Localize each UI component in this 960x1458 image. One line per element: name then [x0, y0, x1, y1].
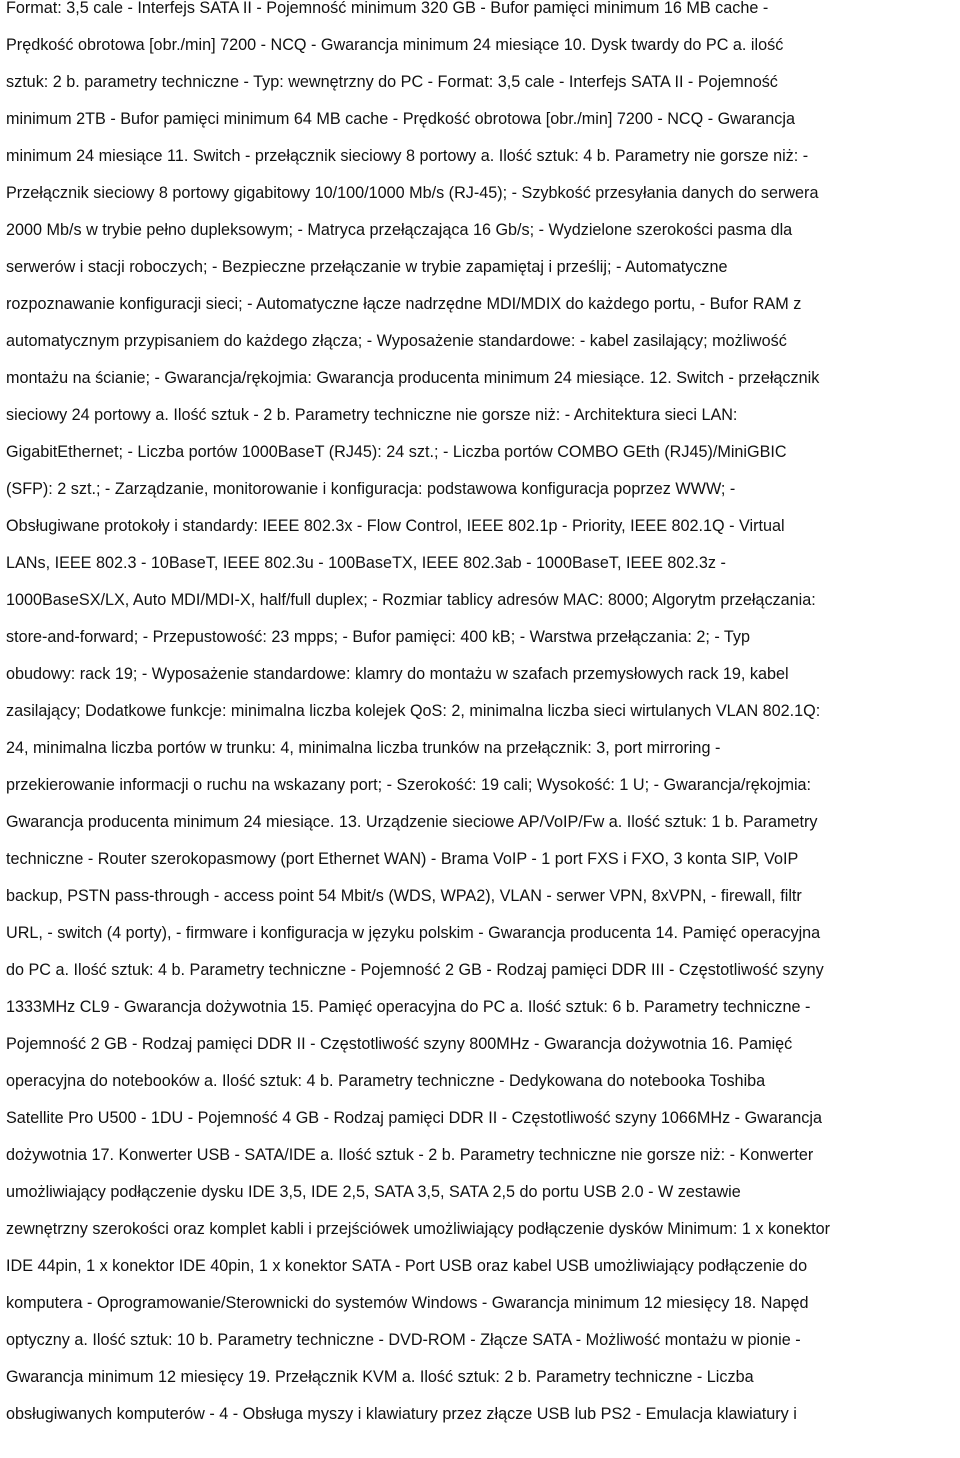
text-line: 2000 Mb/s w trybie pełno dupleksowym; - Matryca przełączająca 16 Gb/s; - Wydzielone szerokości pasma dla: [6, 221, 793, 239]
text-line: montażu na ścianie; - Gwarancja/rękojmia: Gwarancja producenta minimum 24 miesiące. 12. Switch - przełącznik: [6, 369, 820, 387]
text-line: Gwarancja producenta minimum 24 miesiące. 13. Urządzenie sieciowe AP/VoIP/Fw a. Ilość sztuk: 1 b. Parametry: [6, 813, 818, 831]
text-line: sieciowy 24 portowy a. Ilość sztuk - 2 b. Parametry techniczne nie gorsze niż: - Architektura sieci LAN:: [6, 406, 738, 424]
text-line: obudowy: rack 19; - Wyposażenie standardowe: klamry do montażu w szafach przemysłowych rack 19, kabel: [6, 665, 789, 683]
text-line: do PC a. Ilość sztuk: 4 b. Parametry techniczne - Pojemność 2 GB - Rodzaj pamięci DDR III - Częstotliwość szyny: [6, 961, 824, 979]
text-line: Gwarancja minimum 12 miesięcy 19. Przełącznik KVM a. Ilość sztuk: 2 b. Parametry techniczne - Liczba: [6, 1368, 754, 1386]
text-line: Pojemność 2 GB - Rodzaj pamięci DDR II - Częstotliwość szyny 800MHz - Gwarancja dożywotnia 16. Pamięć: [6, 1035, 793, 1053]
text-line: store-and-forward; - Przepustowość: 23 mpps; - Bufor pamięci: 400 kB; - Warstwa przełączania: 2; - Typ: [6, 628, 751, 646]
text-line: LANs, IEEE 802.3 - 10BaseT, IEEE 802.3u - 100BaseTX, IEEE 802.3ab - 1000BaseT, IEEE 802.3z -: [6, 554, 726, 572]
text-line: minimum 24 miesiące 11. Switch - przełącznik sieciowy 8 portowy a. Ilość sztuk: 4 b. Parametry nie gorsze niż: -: [6, 147, 809, 165]
text-line: Prędkość obrotowa [obr./min] 7200 - NCQ - Gwarancja minimum 24 miesiące 10. Dysk twardy do PC a. ilość: [6, 36, 784, 54]
text-line: URL, - switch (4 porty), - firmware i konfiguracja w języku polskim - Gwarancja producenta 14. Pamięć operacyjna: [6, 924, 821, 942]
text-line: Format: 3,5 cale - Interfejs SATA II - Pojemność minimum 320 GB - Bufor pamięci minimum 16 MB cache -: [6, 0, 769, 17]
text-line: automatycznym przypisaniem do każdego złącza; - Wyposażenie standardowe: - kabel zasilający; możliwość: [6, 332, 787, 350]
text-line: IDE 44pin, 1 x konektor IDE 40pin, 1 x konektor SATA - Port USB oraz kabel USB umożliwiający podłączenie do: [6, 1257, 808, 1275]
text-line: backup, PSTN pass-through - access point 54 Mbit/s (WDS, WPA2), VLAN - serwer VPN, 8xVPN, - firewall, filtr: [6, 887, 802, 905]
text-line: optyczny a. Ilość sztuk: 10 b. Parametry techniczne - DVD-ROM - Złącze SATA - Możliwość montażu w pionie -: [6, 1331, 801, 1349]
text-line: Przełącznik sieciowy 8 portowy gigabitowy 10/100/1000 Mb/s (RJ-45); - Szybkość przesyłania danych do serwera: [6, 184, 819, 202]
text-line: GigabitEthernet; - Liczba portów 1000BaseT (RJ45): 24 szt.; - Liczba portów COMBO GEth (RJ45)/MiniGBIC: [6, 443, 787, 461]
text-line: zewnętrzny szerokości oraz komplet kabli i przejściówek umożliwiający podłączenie dysków Minimum: 1 x konektor: [6, 1220, 831, 1238]
text-line: serwerów i stacji roboczych; - Bezpieczne przełączanie w trybie zapamiętaj i prześlij; - Automatyczne: [6, 258, 728, 276]
text-line: komputera - Oprogramowanie/Sterownicki do systemów Windows - Gwarancja minimum 12 miesięcy 18. Napęd: [6, 1294, 809, 1312]
text-line: operacyjna do notebooków a. Ilość sztuk: 4 b. Parametry techniczne - Dedykowana do notebooka Toshiba: [6, 1072, 766, 1090]
text-line: techniczne - Router szerokopasmowy (port Ethernet WAN) - Brama VoIP - 1 port FXS i FXO, 3 konta SIP, VoIP: [6, 850, 799, 868]
text-line: sztuk: 2 b. parametry techniczne - Typ: wewnętrzny do PC - Format: 3,5 cale - Interfejs SATA II - Pojemność: [6, 73, 778, 91]
text-line: 1333MHz CL9 - Gwarancja dożywotnia 15. Pamięć operacyjna do PC a. Ilość sztuk: 6 b. Parametry techniczne -: [6, 998, 811, 1016]
text-line: obsługiwanych komputerów - 4 - Obsługa myszy i klawiatury przez złącze USB lub PS2 - Emulacja klawiatury i: [6, 1405, 797, 1423]
text-line: 1000BaseSX/LX, Auto MDI/MDI-X, half/full duplex; - Rozmiar tablicy adresów MAC: 8000; Algorytm przełączania:: [6, 591, 816, 609]
text-line: (SFP): 2 szt.; - Zarządzanie, monitorowanie i konfiguracja: podstawowa konfiguracja poprzez WWW; -: [6, 480, 736, 498]
text-line: 24, minimalna liczba portów w trunku: 4, minimalna liczba trunków na przełącznik: 3, port mirroring -: [6, 739, 721, 757]
text-line: rozpoznawanie konfiguracji sieci; - Automatyczne łącze nadrzędne MDI/MDIX do każdego portu, - Bufor RAM z: [6, 295, 802, 313]
text-line: umożliwiający podłączenie dysku IDE 3,5, IDE 2,5, SATA 3,5, SATA 2,5 do portu USB 2.0 - W zestawie: [6, 1183, 741, 1201]
text-line: dożywotnia 17. Konwerter USB - SATA/IDE a. Ilość sztuk - 2 b. Parametry techniczne nie gorsze niż: - Konwerter: [6, 1146, 814, 1164]
text-line: przekierowanie informacji o ruchu na wskazany port; - Szerokość: 19 cali; Wysokość: 1 U; - Gwarancja/rękojmia:: [6, 776, 812, 794]
text-line: minimum 2TB - Bufor pamięci minimum 64 MB cache - Prędkość obrotowa [obr./min] 7200 - NCQ - Gwarancja: [6, 110, 795, 128]
text-line: zasilający; Dodatkowe funkcje: minimalna liczba kolejek QoS: 2, minimalna liczba sieci wirtulanych VLAN 802.1Q:: [6, 702, 821, 720]
text-line: Obsługiwane protokoły i standardy: IEEE 802.3x - Flow Control, IEEE 802.1p - Priority, IEEE 802.1Q - Virtual: [6, 517, 785, 535]
text-line: Satellite Pro U500 - 1DU - Pojemność 4 GB - Rodzaj pamięci DDR II - Częstotliwość szyny 1066MHz - Gwarancja: [6, 1109, 822, 1127]
